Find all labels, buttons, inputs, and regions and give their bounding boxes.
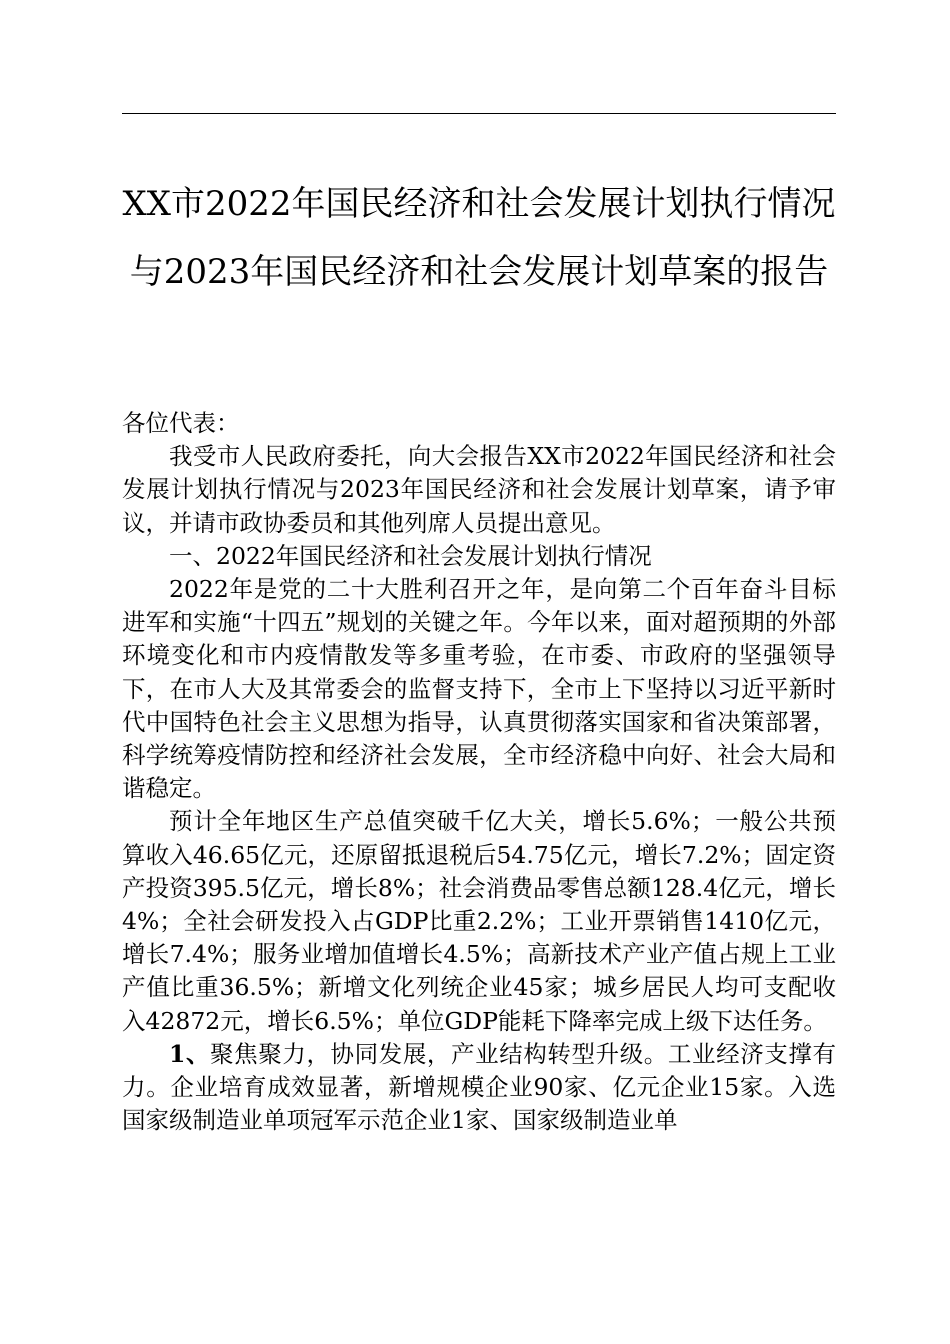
item-1-text: 聚焦聚力，协同发展，产业结构转型升级。工业经济支撑有力。企业培育成效显著，新增规模企业90家、亿元企业15家。入选国家级制造业单项冠军示范企业1家、国家级制造业单	[122, 1039, 836, 1135]
report-title: XX市2022年国民经济和社会发展计划执行情况与2023年国民经济和社会发展计划草案的报告	[122, 184, 836, 292]
intro-paragraph: 我受市人民政府委托，向大会报告XX市2022年国民经济和社会发展计划执行情况与2023年国民经济和社会发展计划草案，请予审议，并请市政协委员和其他列席人员提出意见。	[122, 442, 836, 537]
salutation: 各位代表：	[122, 409, 240, 437]
item-1-paragraph	[122, 1038, 836, 1138]
item-1-number: 1、	[169, 1039, 211, 1068]
header-rule	[122, 113, 836, 114]
context-paragraph: 2022年是党的二十大胜利召开之年，是向第二个百年奋斗目标进军和实施“十四五”规划的关键之年。今年以来，面对超预期的外部环境变化和市内疫情散发等多重考验，在市委、市政府的坚强领导下，在市人大及其常委会的监督支持下，全市上下坚持以习近平新时代中国特色社会主义思想为指导，认真贯彻落实国家和省决策部署，科学统筹疫情防控和经济社会发展，全市经济稳中向好、社会大局和谐稳定。	[122, 575, 836, 803]
report-body	[122, 407, 836, 1137]
indicators-paragraph: 预计全年地区生产总值突破千亿大关，增长5.6%；一般公共预算收入46.65亿元，还原留抵退税后54.75亿元，增长7.2%；固定资产投资395.5亿元，增长8%；社会消费品零售总额128.4亿元，增长4%；全社会研发投入占GDP比重2.2%；工业开票销售1410亿元，增长7.4%；服务业增加值增长4.5%；高新技术产业产值占规上工业产值比重36.5%；新增文化列统企业45家；城乡居民人均可支配收入42872元，增长6.5%；单位GDP能耗下降率完成上级下达任务。	[122, 807, 836, 1035]
section-heading: 一、2022年国民经济和社会发展计划执行情况	[169, 541, 652, 570]
